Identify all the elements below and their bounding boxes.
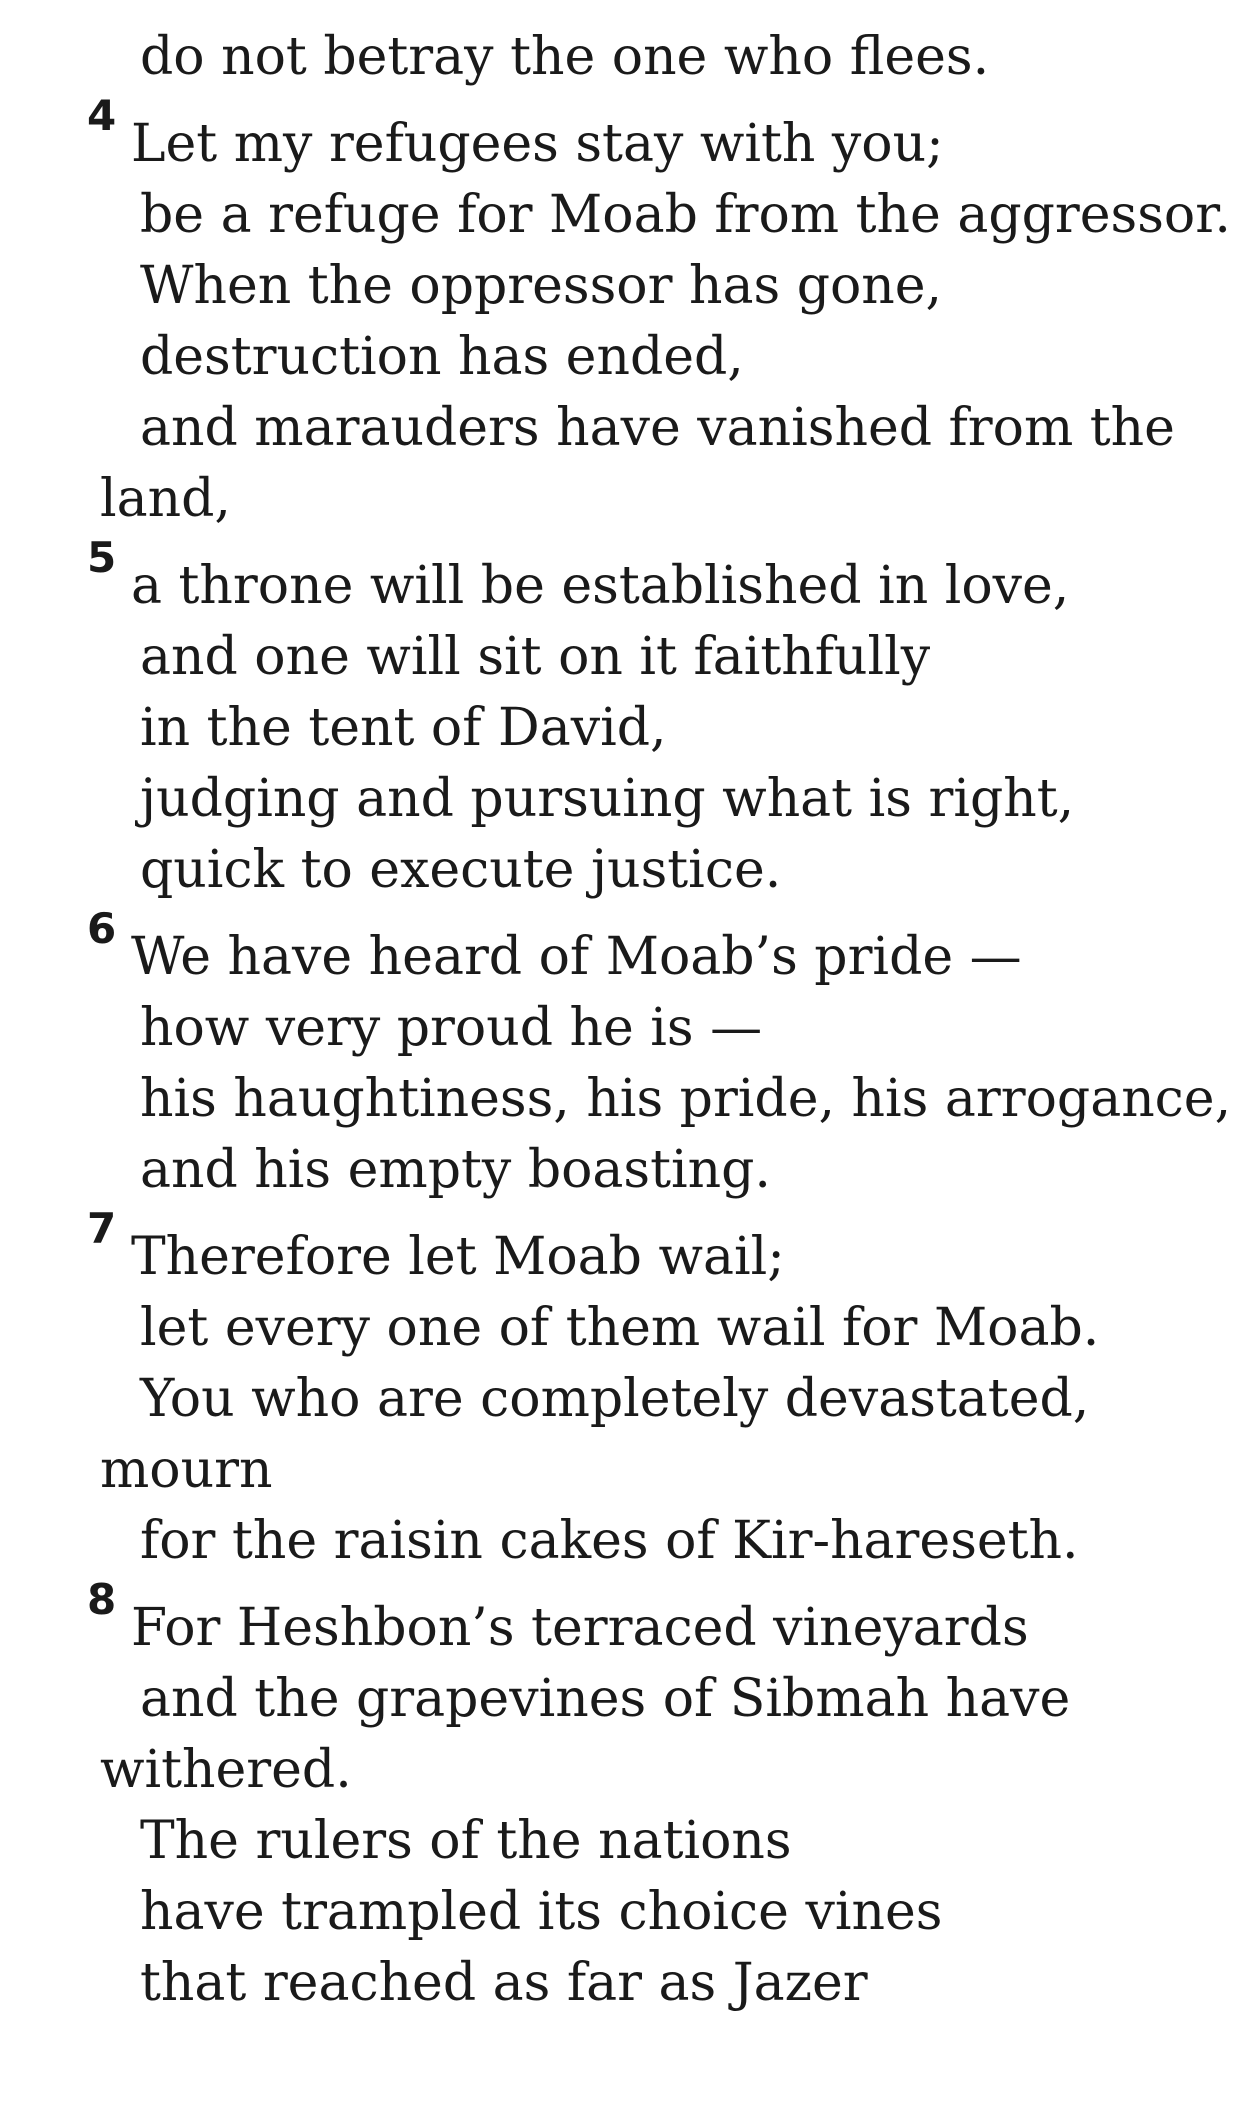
verse-line: have trampled its choice vines [140,1882,943,1942]
verse-line: for the raisin cakes of Kir-hareseth. [140,1511,1079,1571]
verse-line: judging and pursuing what is right, [140,769,1075,829]
verse-line: destruction has ended, [140,327,744,387]
verse-number: 6 [87,904,117,953]
verse-number: 8 [87,1575,117,1624]
verse-line [0,533,1242,622]
verse-line: The rulers of the nations [140,1811,792,1871]
verse-line: When the oppressor has gone, [140,256,943,316]
verse-line: let every one of them wail for Moab. [140,1298,1100,1358]
verse-line [0,1575,1242,1664]
verse-line [0,1204,1242,1293]
verse-line: his haughtiness, his pride, his arrogance, [140,1069,1232,1129]
verse-line-text: We have heard of Moab’s pride — [131,927,1022,987]
verse-line: how very proud he is — [140,998,763,1058]
verse-line: quick to execute justice. [140,840,782,900]
verse-number: 7 [87,1204,117,1253]
verse-line-text: a throne will be established in love, [131,556,1070,616]
verse-line [0,904,1242,993]
verse-line: and one will sit on it faithfully [140,627,931,687]
verse-line: that reached as far as Jazer [140,1953,868,2013]
verse-5 [0,533,1242,906]
verse-6 [0,904,1242,1206]
verse-3-continuation [0,22,1242,93]
scripture-passage [0,22,1242,2019]
verse-line-wrap: land, [100,469,231,529]
verse-line-wrap: mourn [100,1440,273,1500]
verse-line-text: Let my refugees stay with you; [131,114,944,174]
verse-line: and the grapevines of Sibmah have [140,1669,1071,1729]
verse-line [0,91,1242,180]
verse-line: in the tent of David, [140,698,667,758]
verse-7 [0,1204,1242,1577]
verse-line: and marauders have vanished from the [140,398,1175,458]
verse-line-text: Therefore let Moab wail; [131,1227,785,1287]
verse-number: 5 [87,533,117,582]
verse-line-text: For Heshbon’s terraced vineyards [131,1598,1029,1658]
verse-8 [0,1575,1242,2019]
verse-line: do not betray the one who flees. [140,27,990,87]
verse-number: 4 [87,91,117,140]
verse-line: be a refuge for Moab from the aggressor. [140,185,1231,245]
verse-4 [0,91,1242,535]
verse-line: and his empty boasting. [140,1140,771,1200]
verse-line: You who are completely devastated, [140,1369,1090,1429]
verse-line-wrap: withered. [100,1740,352,1800]
